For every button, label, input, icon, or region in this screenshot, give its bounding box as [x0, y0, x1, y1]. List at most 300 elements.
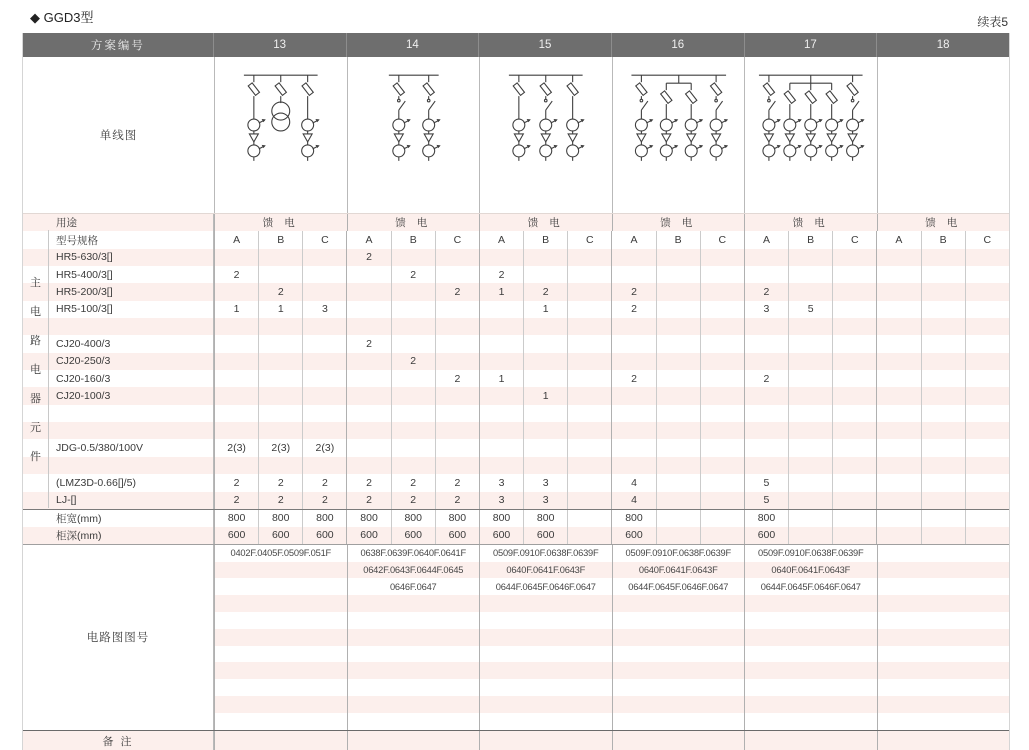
row-label: HR5-630/3[]	[23, 249, 214, 266]
value-cell	[656, 405, 700, 422]
circuit-line: 0646F.0647	[389, 581, 437, 592]
value-cell	[921, 510, 965, 527]
value-cell	[832, 527, 876, 544]
circuit-line	[348, 595, 480, 612]
value-cell	[346, 283, 390, 300]
circuit-line: 0644F.0645F.0646F.0647	[495, 581, 596, 592]
value-cell	[346, 439, 390, 456]
value-cell: 2	[214, 266, 258, 283]
value-cell: 2	[214, 474, 258, 491]
value-cell	[700, 318, 744, 335]
value-cell	[788, 510, 832, 527]
row-label: 柜宽(mm)	[23, 510, 214, 527]
value-cell: C	[302, 231, 346, 248]
row-label: LJ-[]	[23, 492, 214, 509]
value-cell	[258, 387, 302, 404]
circuit-line	[215, 696, 347, 713]
notes-cell	[612, 731, 745, 750]
value-cell	[832, 474, 876, 491]
value-cell	[876, 249, 920, 266]
usage-value: 馈 电	[214, 214, 347, 231]
value-cell: 5	[788, 301, 832, 318]
value-cell	[302, 387, 346, 404]
side-label-char: 电	[30, 364, 41, 377]
circuit-line	[348, 629, 480, 646]
value-cell	[744, 457, 788, 474]
value-cell	[965, 283, 1009, 300]
value-cell	[656, 457, 700, 474]
circuit-line: 0509F.0910F.0638F.0639F	[758, 548, 864, 559]
value-cell	[435, 439, 479, 456]
single-line-diagram-17	[744, 57, 877, 213]
usage-row	[23, 213, 1009, 231]
value-cell	[965, 439, 1009, 456]
value-cell	[832, 439, 876, 456]
value-cell	[302, 353, 346, 370]
value-cell: 1	[214, 301, 258, 318]
row-label: 柜深(mm)	[23, 527, 214, 544]
value-cell: B	[523, 231, 567, 248]
value-cell	[479, 318, 523, 335]
value-cell	[302, 422, 346, 439]
circuit-line	[348, 662, 480, 679]
side-label-char: 件	[30, 451, 41, 464]
value-cell	[258, 318, 302, 335]
value-cell	[921, 335, 965, 352]
value-cell: 2	[435, 283, 479, 300]
circuit-line	[613, 646, 745, 663]
row-label: CJ20-400/3	[23, 335, 214, 352]
value-cell	[700, 492, 744, 509]
circuit-line	[878, 662, 1010, 679]
value-cell: 800	[744, 510, 788, 527]
value-cell	[523, 335, 567, 352]
circuit-line	[745, 646, 877, 663]
value-cell	[876, 370, 920, 387]
value-cell: 600	[258, 527, 302, 544]
value-cell	[876, 353, 920, 370]
value-cell: C	[435, 231, 479, 248]
notes-label: 备 注	[23, 731, 214, 750]
value-cell	[788, 474, 832, 491]
value-cell	[567, 527, 611, 544]
value-cell: 2	[258, 283, 302, 300]
value-cell: C	[832, 231, 876, 248]
value-cell	[346, 405, 390, 422]
row-label	[23, 405, 214, 422]
value-cell	[788, 353, 832, 370]
value-cell	[656, 492, 700, 509]
value-cell	[346, 387, 390, 404]
value-cell: 2	[302, 492, 346, 509]
value-cell	[346, 457, 390, 474]
value-cell	[523, 422, 567, 439]
value-cell	[479, 405, 523, 422]
value-cell	[744, 335, 788, 352]
circuit-line: 0640F.0641F.0643F	[480, 562, 612, 579]
value-cell	[567, 510, 611, 527]
value-cell	[744, 405, 788, 422]
value-cell	[656, 301, 700, 318]
value-cell	[567, 387, 611, 404]
circuit-line: 0640F.0641F.0643F	[613, 562, 745, 579]
value-cell	[832, 318, 876, 335]
value-cell	[214, 249, 258, 266]
value-cell	[214, 370, 258, 387]
value-cell	[788, 249, 832, 266]
value-cell	[876, 492, 920, 509]
circuit-column-13	[214, 545, 347, 730]
value-cell	[965, 266, 1009, 283]
single-line-diagram-14	[347, 57, 480, 213]
value-cell: 600	[214, 527, 258, 544]
value-cell	[876, 387, 920, 404]
value-cell	[788, 405, 832, 422]
value-cell: 2	[611, 370, 655, 387]
value-cell	[921, 457, 965, 474]
value-cell	[611, 457, 655, 474]
value-cell	[302, 370, 346, 387]
value-cell	[391, 301, 435, 318]
value-cell	[788, 283, 832, 300]
circuit-line	[878, 578, 1010, 595]
row-label: HR5-200/3[]	[23, 283, 214, 300]
value-cell	[479, 457, 523, 474]
component-row	[23, 318, 1009, 335]
value-cell	[876, 527, 920, 544]
value-cell: B	[921, 231, 965, 248]
value-cell	[258, 422, 302, 439]
value-cell	[921, 387, 965, 404]
value-cell	[832, 387, 876, 404]
value-cell: A	[479, 231, 523, 248]
continuation-label: 续表5	[977, 15, 1008, 29]
value-cell	[567, 283, 611, 300]
table-body	[23, 213, 1009, 544]
header-scheme-16: 16	[611, 33, 744, 57]
value-cell	[656, 510, 700, 527]
component-row	[23, 457, 1009, 474]
circuit-line	[215, 662, 347, 679]
side-label-char: 电	[30, 306, 41, 319]
value-cell	[346, 301, 390, 318]
value-cell: 1	[523, 387, 567, 404]
value-cell	[346, 370, 390, 387]
value-cell	[656, 266, 700, 283]
circuit-column-17	[744, 545, 877, 730]
page-title: ◆ GGD3型	[30, 10, 94, 25]
value-cell	[302, 318, 346, 335]
value-cell: 600	[479, 527, 523, 544]
value-cell	[302, 249, 346, 266]
circuit-line	[480, 713, 612, 730]
value-cell	[435, 301, 479, 318]
value-cell: 2	[435, 492, 479, 509]
value-cell	[965, 353, 1009, 370]
value-cell	[744, 387, 788, 404]
value-cell	[391, 422, 435, 439]
value-cell	[611, 387, 655, 404]
value-cell	[391, 405, 435, 422]
value-cell	[435, 249, 479, 266]
value-cell	[656, 387, 700, 404]
usage-value: 馈 电	[479, 214, 612, 231]
value-cell: 2	[523, 283, 567, 300]
value-cell	[346, 318, 390, 335]
notes-row	[23, 730, 1009, 750]
value-cell	[700, 249, 744, 266]
value-cell	[965, 370, 1009, 387]
circuit-column-15	[479, 545, 612, 730]
value-cell: 4	[611, 492, 655, 509]
value-cell	[611, 422, 655, 439]
value-cell	[391, 249, 435, 266]
value-cell	[700, 474, 744, 491]
row-label: JDG-0.5/380/100V	[23, 439, 214, 456]
value-cell	[832, 353, 876, 370]
circuit-line: 0644F.0645F.0646F.0647	[760, 581, 861, 592]
value-cell: 2(3)	[302, 439, 346, 456]
value-cell	[700, 335, 744, 352]
circuit-line	[480, 662, 612, 679]
value-cell	[391, 335, 435, 352]
header-scheme-17: 17	[744, 33, 877, 57]
value-cell	[435, 457, 479, 474]
value-cell	[302, 335, 346, 352]
value-cell	[744, 249, 788, 266]
value-cell	[346, 422, 390, 439]
circuit-column-16	[612, 545, 745, 730]
row-label	[23, 318, 214, 335]
circuit-line	[745, 713, 877, 730]
value-cell: 2(3)	[214, 439, 258, 456]
value-cell	[700, 457, 744, 474]
value-cell	[921, 370, 965, 387]
value-cell	[567, 318, 611, 335]
value-cell	[700, 301, 744, 318]
value-cell	[523, 439, 567, 456]
value-cell	[258, 457, 302, 474]
value-cell	[611, 335, 655, 352]
value-cell	[832, 510, 876, 527]
component-row	[23, 474, 1009, 491]
header-scheme-label: 方案编号	[90, 40, 145, 52]
value-cell	[523, 318, 567, 335]
value-cell	[788, 318, 832, 335]
value-cell	[567, 301, 611, 318]
value-cell: 1	[479, 370, 523, 387]
value-cell	[258, 353, 302, 370]
value-cell	[656, 474, 700, 491]
value-cell	[523, 405, 567, 422]
value-cell	[788, 457, 832, 474]
circuit-line: 0638F.0639F.0640F.0641F	[360, 548, 466, 559]
value-cell	[700, 510, 744, 527]
value-cell: 800	[391, 510, 435, 527]
value-cell	[832, 335, 876, 352]
value-cell	[523, 457, 567, 474]
value-cell	[391, 457, 435, 474]
value-cell: 800	[214, 510, 258, 527]
spec-table	[22, 33, 1010, 750]
circuit-section	[23, 544, 1009, 730]
value-cell	[391, 439, 435, 456]
value-cell	[876, 405, 920, 422]
value-cell	[214, 422, 258, 439]
component-row	[23, 301, 1009, 318]
value-cell: 2	[391, 474, 435, 491]
row-label: HR5-400/3[]	[23, 266, 214, 283]
value-cell	[435, 318, 479, 335]
value-cell: A	[611, 231, 655, 248]
value-cell	[744, 353, 788, 370]
value-cell	[435, 422, 479, 439]
value-cell	[435, 387, 479, 404]
value-cell	[965, 510, 1009, 527]
side-label-char: 器	[30, 393, 41, 406]
value-cell: 3	[523, 492, 567, 509]
header-row	[23, 33, 1009, 57]
value-cell	[965, 492, 1009, 509]
value-cell	[921, 474, 965, 491]
value-cell	[435, 405, 479, 422]
circuit-line	[480, 646, 612, 663]
value-cell	[965, 405, 1009, 422]
notes-cell	[744, 731, 877, 750]
value-cell	[479, 439, 523, 456]
value-cell	[876, 318, 920, 335]
value-cell	[214, 457, 258, 474]
value-cell: 600	[346, 527, 390, 544]
circuit-line	[348, 696, 480, 713]
value-cell	[258, 335, 302, 352]
value-cell: 2	[346, 474, 390, 491]
value-cell	[921, 283, 965, 300]
circuit-line	[480, 612, 612, 629]
header-scheme-15: 15	[478, 33, 611, 57]
component-row	[23, 370, 1009, 387]
value-cell	[214, 318, 258, 335]
circuit-line	[215, 595, 347, 612]
value-cell: 2	[346, 249, 390, 266]
value-cell: 2(3)	[258, 439, 302, 456]
value-cell	[832, 370, 876, 387]
value-cell: 3	[479, 492, 523, 509]
side-label-char: 元	[30, 422, 41, 435]
value-cell	[567, 439, 611, 456]
value-cell: 2	[302, 474, 346, 491]
notes-cell	[877, 731, 1010, 750]
circuit-line	[745, 679, 877, 696]
value-cell	[567, 422, 611, 439]
value-cell	[346, 353, 390, 370]
value-cell	[876, 422, 920, 439]
value-cell	[965, 457, 1009, 474]
value-cell	[788, 422, 832, 439]
value-cell: 2	[391, 492, 435, 509]
value-cell	[876, 510, 920, 527]
value-cell: 600	[435, 527, 479, 544]
component-row	[23, 439, 1009, 456]
value-cell: 800	[479, 510, 523, 527]
circuit-line	[613, 662, 745, 679]
usage-value: 馈 电	[612, 214, 745, 231]
value-cell	[700, 266, 744, 283]
value-cell	[876, 474, 920, 491]
component-row	[23, 405, 1009, 422]
value-cell	[965, 387, 1009, 404]
circuit-line	[480, 696, 612, 713]
row-label	[23, 457, 214, 474]
value-cell	[965, 318, 1009, 335]
value-cell: B	[391, 231, 435, 248]
circuit-line: 0640F.0641F.0643F	[745, 562, 877, 579]
value-cell: 2	[346, 335, 390, 352]
value-cell: B	[656, 231, 700, 248]
value-cell	[700, 527, 744, 544]
circuit-line	[215, 578, 347, 595]
value-cell	[214, 387, 258, 404]
circuit-line	[878, 646, 1010, 663]
value-cell: 2	[391, 266, 435, 283]
value-cell	[523, 353, 567, 370]
value-cell: 2	[611, 283, 655, 300]
circuit-line	[878, 696, 1010, 713]
value-cell	[656, 370, 700, 387]
value-cell	[656, 439, 700, 456]
value-cell	[656, 318, 700, 335]
value-cell	[832, 249, 876, 266]
circuit-line	[878, 713, 1010, 730]
value-cell	[788, 492, 832, 509]
value-cell	[258, 405, 302, 422]
value-cell: 600	[611, 527, 655, 544]
single-line-diagram-16	[612, 57, 745, 213]
circuit-line	[480, 629, 612, 646]
value-cell	[479, 301, 523, 318]
value-cell	[744, 318, 788, 335]
circuit-line: 0509F.0910F.0638F.0639F	[625, 548, 731, 559]
value-cell	[567, 266, 611, 283]
value-cell	[876, 439, 920, 456]
value-cell	[744, 422, 788, 439]
value-cell	[302, 405, 346, 422]
value-cell	[435, 353, 479, 370]
value-cell: 600	[302, 527, 346, 544]
value-cell	[567, 249, 611, 266]
value-cell: 2	[479, 266, 523, 283]
circuit-line	[745, 612, 877, 629]
value-cell: 2	[435, 370, 479, 387]
row-label: (LMZ3D-0.66[]/5)	[23, 474, 214, 491]
value-cell	[611, 353, 655, 370]
value-cell	[214, 335, 258, 352]
circuit-line	[613, 679, 745, 696]
value-cell	[832, 492, 876, 509]
circuit-line	[878, 562, 1010, 579]
value-cell: B	[788, 231, 832, 248]
value-cell	[479, 249, 523, 266]
value-cell	[391, 283, 435, 300]
value-cell: 2	[611, 301, 655, 318]
value-cell	[921, 353, 965, 370]
circuit-line	[878, 629, 1010, 646]
circuit-line	[348, 679, 480, 696]
value-cell	[965, 474, 1009, 491]
value-cell: 800	[302, 510, 346, 527]
value-cell	[700, 387, 744, 404]
value-cell	[788, 439, 832, 456]
